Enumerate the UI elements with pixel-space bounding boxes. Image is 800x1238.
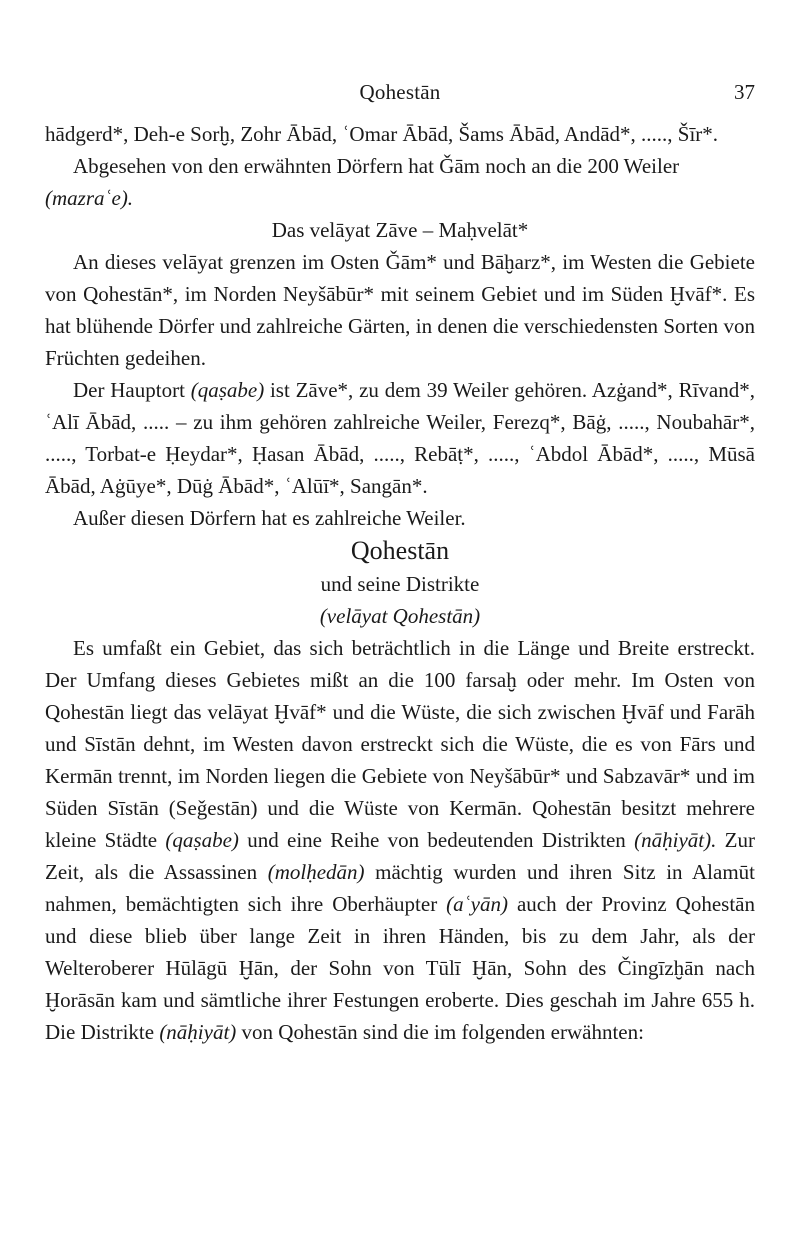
italic-term: (qaṣabe) — [190, 378, 265, 402]
chapter-subtitle-italic: (velāyat Qohestān) — [319, 604, 481, 628]
paragraph-qohestan — [45, 632, 755, 1048]
italic-term: (qaṣabe) — [165, 828, 239, 852]
paragraph-text: ist Zāve*, zu dem 39 Weiler gehören. Azġand*, Rīvand*, ʿAlī Ābād, ..... – zu ihm gehören zahlreiche Weiler, Ferezq*, Bāġ, ....., Noubahār*, ....., Torbat-e Ḥeydar*, Ḥasan Ābād, ....., Rebāṭ*, ....., ʿAbdol Ābād*, ....., Mūsā Ābād, Aġūye*, Dūġ Ābād*, ʿAlūī*, Sangān*. — [45, 378, 756, 498]
running-title: Qohestān — [359, 80, 441, 104]
italic-term: (mazraʿe). — [45, 186, 134, 210]
italic-term: (aʿyān) — [446, 892, 508, 916]
paragraph-text: Es umfaßt ein Gebiet, das sich beträchtlich in die Länge und Breite erstreckt. Der Umfang dieses Gebietes mißt an die 100 farsaḫ oder mehr. Im Osten von Qohestān liegt das velāyat Ḫvāf* und die Wüste, die sich zwischen Ḫvāf und Farāh und Sīstān dehnt, im Westen davon erstreckt sich die Wüste, die es von Fārs und Kermān trennt, im Norden liegen die Gebiete von Neyšābūr* und Sabzavār* und im Süden Sīstān (Seǧestān) und die Wüste von Kermān. Qohestān besitzt mehrere kleine Städte — [45, 636, 755, 852]
paragraph-text: Der Hauptort — [73, 378, 191, 402]
paragraph-borders: An dieses velāyat grenzen im Osten Ǧām* und Bāḫarz*, im Westen die Gebiete von Qohestān*, im Norden Neyšābūr* mit seinem Gebiet und im Süden Ḫvāf*. Es hat blühende Dörfer und zahlreiche Gärten, in denen die verschiedensten Sorten von Früchten gedeihen. — [45, 250, 755, 370]
paragraph-weiler — [45, 150, 755, 214]
paragraph-text: auch der Provinz Qohestān und diese blieb über lange Zeit in ihren Händen, bis zu dem Jahr, als der Welteroberer Hūlāgū Ḫān, der Sohn von Tūlī Ḫān, Sohn des Čingīzḫān nach Ḫorāsān kam und sämtliche ihrer Festungen eroberte. Dies geschah im Jahre 655 h. Die Distrikte — [45, 892, 755, 1044]
paragraph-text: und eine Reihe von bedeutenden Distrikten — [238, 828, 635, 852]
chapter-title: Qohestān — [350, 536, 450, 565]
running-head — [45, 80, 755, 110]
paragraph-continuation: hādgerd*, Deh-e Sorḫ, Zohr Ābād, ʿOmar Ābād, Šams Ābād, Andād*, ....., Šīr*. — [45, 122, 719, 146]
chapter-subtitle: und seine Distrikte — [320, 572, 480, 596]
italic-term: (nāḥiyāt). — [634, 828, 717, 852]
section-heading-zave: Das velāyat Zāve – Maḥvelāt* — [271, 218, 529, 242]
italic-term: (nāḥiyāt) — [159, 1020, 237, 1044]
page-body — [45, 118, 755, 1048]
paragraph-hauptort — [45, 374, 755, 502]
paragraph-text: Abgesehen von den erwähnten Dörfern hat Ǧām noch an die 200 Weiler — [73, 154, 680, 178]
paragraph-text: Zur Zeit, als die Assassinen — [45, 828, 755, 884]
italic-term: (molḥedān) — [267, 860, 365, 884]
paragraph-weiler-2: Außer diesen Dörfern hat es zahlreiche Weiler. — [73, 506, 466, 530]
paragraph-text: mächtig wurden und ihren Sitz in Alamūt nahmen, bemächtigten sich ihre Oberhäupter — [45, 860, 755, 916]
paragraph-text: von Qohestān sind die im folgenden erwähnten: — [236, 1020, 644, 1044]
page-number: 37 — [734, 80, 755, 104]
